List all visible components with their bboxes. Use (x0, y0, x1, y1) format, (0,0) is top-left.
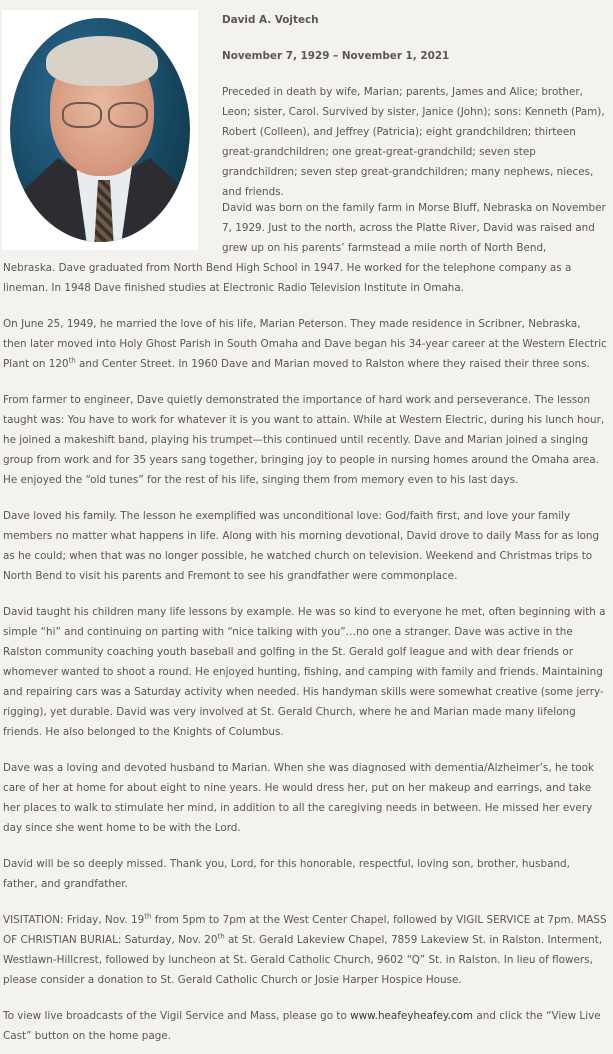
portrait-photo (2, 10, 198, 250)
glasses-right (108, 102, 148, 128)
visitation-text: VISITATION: Friday, Nov. 19 (3, 914, 145, 926)
burial-text: at St. Gerald Lakeview Chapel, 7859 Lakeview St. in Ralston. Interment, Westlawn-Hillcrest, followed by luncheon at St. Gerald Catholic Church, 9602 “Q” St. in Ralston. In lieu of flowers, please consider a donation to St. Gerald Catholic Church or Josie Harper Hospice House. (3, 934, 603, 986)
life-dates: November 7, 1929 – November 1, 2021 (222, 50, 450, 62)
mass-text: from 5pm to 7pm at the West Center Chapel, followed by VIGIL SERVICE at 7pm. MASS OF CHRISTIAN BURIAL: Saturday, Nov. 20 (3, 914, 607, 946)
hair (46, 36, 158, 86)
missed-paragraph: David will be so deeply missed. Thank you, Lord, for this honorable, respectful, loving son, brother, husband, father, and grandfather. (3, 858, 570, 890)
early-life-paragraph-top: David was born on the family farm in Morse Bluff, Nebraska on November 7, 1929. Just to the north, across the Platte River, David was raised and grew up on his parents’ farmstead a mile north of North Bend, (222, 202, 606, 254)
glasses-left (62, 102, 102, 128)
lessons-paragraph: David taught his children many life lessons by example. He was so kind to everyone he met, often beginning with a simple “hi” and continuing on parting with “nice talking with you”…no one a stranger. Dave was active in the Ralston community coaching youth baseball and golfing in the St. Gerald golf league and with dear friends or whomever wanted to shoot a round. He enjoyed hunting, fishing, and camping with family and friends. Maintaining and repairing cars was a Saturday activity when needed. His handyman skills were somewhat creative (some jerry-rigging), yet durable. David was very involved at St. Gerald Church, where he and Marian made many lifelong friends. He also belonged to the Knights of Columbus. (3, 606, 606, 738)
marriage-text-a: On June 25, 1949, he married the love of his life, Marian Peterson. They made residence in Scribner, Nebraska, then later moved into Holy Ghost Parish in South Omaha and Dave began his 34-year career at the Western Electric Plant on 120 (3, 318, 607, 370)
ordinal-suffix: th (144, 912, 152, 921)
marriage-text-b: and Center Street. In 1960 Dave and Marian moved to Ralston where they raised their three sons. (75, 358, 590, 370)
devotion-paragraph: Dave was a loving and devoted husband to Marian. When she was diagnosed with dementia/Alzheimer’s, he took care of her at home for about eight to nine years. He would dress her, put on her makeup and earrings, and take her places to walk to stimulate her mind, in addition to all the caregiving needs in between. He missed her every day since she went home to be with the Lord. (3, 762, 595, 834)
portrait-oval (10, 18, 190, 242)
survivors-paragraph: Preceded in death by wife, Marian; parents, James and Alice; brother, Leon; sister, Carol. Survived by sister, Janice (John); sons: Kenneth (Pam), Robert (Colleen), and Jeffrey (Patricia); eight grandchildren; thirteen great-grandchildren; one great-great-grandchild; seven step grandchildren; seven step great-grandchildren; many nephews, nieces, and friends. (222, 86, 605, 198)
website-link[interactable]: www.heafeyheafey.com (350, 1010, 474, 1022)
livestream-paragraph (3, 1006, 607, 1046)
livestream-text-b: and click the “View Live Cast” button on the home page. (3, 1010, 601, 1042)
ordinal-suffix: th (68, 356, 76, 365)
marriage-paragraph (3, 314, 607, 374)
deceased-name: David A. Vojtech (222, 14, 319, 26)
family-paragraph: Dave loved his family. The lesson he exemplified was unconditional love: God/faith first, and love your family members no matter what happens in life. Along with his morning devotional, David drove to daily Mass for as long as he could; when that was no longer possible, he watched church on television. Weekend and Christmas trips to North Bend to visit his parents and Fremont to see his grandfather were commonplace. (3, 510, 600, 582)
services-paragraph (3, 910, 607, 990)
early-life-paragraph-bottom: Nebraska. Dave graduated from North Bend High School in 1947. He worked for the telephone company as a lineman. In 1948 Dave finished studies at Electronic Radio Television Institute in Omaha. (3, 262, 572, 294)
livestream-text-a: To view live broadcasts of the Vigil Service and Mass, please go to (3, 1010, 351, 1022)
ordinal-suffix: th (217, 932, 225, 941)
work-paragraph: From farmer to engineer, Dave quietly demonstrated the importance of hard work and perseverance. The lesson taught was: You have to work for whatever it is you want to attain. While at Western Electric, during his lunch hour, he joined a makeshift band, playing his trumpet—this continued until recently. Dave and Marian joined a singing group from work and for 35 years sang together, bringing joy to people in nursing homes around the Omaha area. He enjoyed the “old tunes” for the rest of his life, singing them from memory even to his last days. (3, 394, 605, 486)
